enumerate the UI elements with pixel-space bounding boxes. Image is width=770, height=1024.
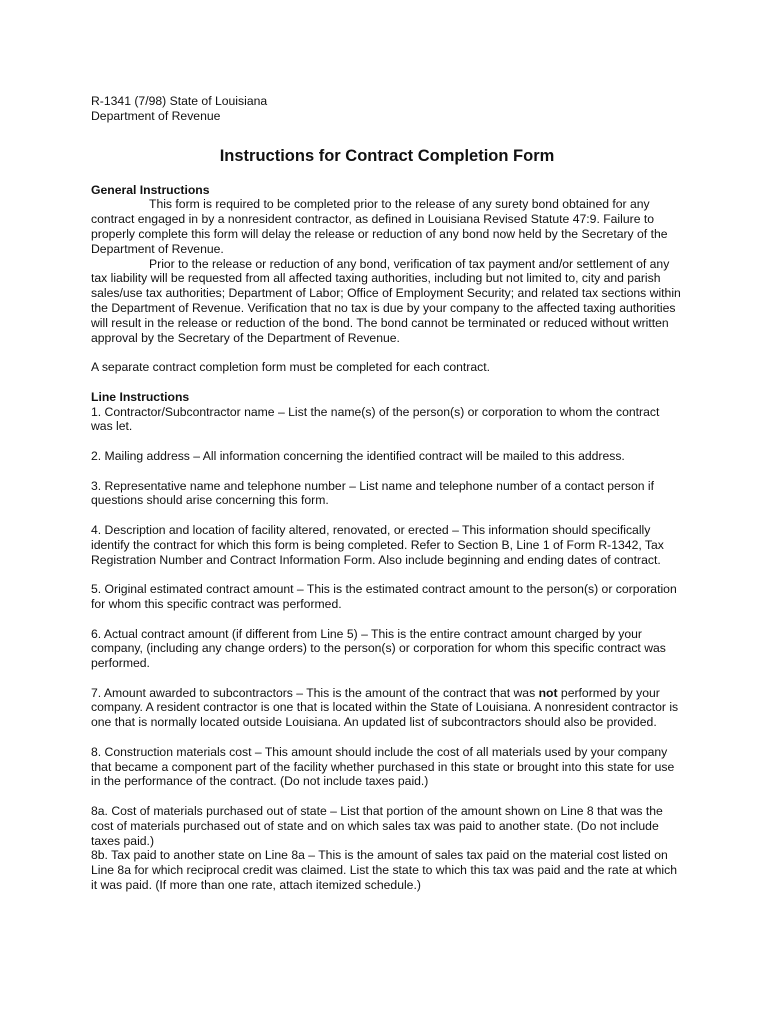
line-item-4: 4. Description and location of facility altered, renovated, or erected – This information should specifically identify the contract for which this form is being completed. Refer to Section B, Line 1 of Form R-1342, Tax Registration Number and Contract Information Form. Also include beginning and ending dates of contract. <box>91 522 664 567</box>
page-title: Instructions for Contract Completion Form <box>219 146 555 165</box>
line-item-3: 3. Representative name and telephone number – List name and telephone number of a contact person if questions should arise concerning this form. <box>91 478 655 508</box>
general-instructions-heading: General Instructions <box>91 182 210 197</box>
line-instructions-heading: Line Instructions <box>91 389 190 404</box>
department-name: Department of Revenue <box>91 108 221 123</box>
line-item-7 <box>91 686 683 730</box>
line-item-1: 1. Contractor/Subcontractor name – List the name(s) of the person(s) or corporation to whom the contract was let. <box>91 404 660 434</box>
line-item-7-emphasis: not <box>538 685 558 700</box>
line-item-8b: 8b. Tax paid to another state on Line 8a – This is the amount of sales tax paid on the material cost listed on Line 8a for which reciprocal credit was claimed. List the state to which this tax was paid and the rate at which it was paid. (If more than one rate, attach itemized schedule.) <box>91 848 677 893</box>
form-header <box>91 94 683 124</box>
general-paragraph-3: A separate contract completion form must be completed for each contract. <box>91 360 490 375</box>
line-item-8a: 8a. Cost of materials purchased out of state – List that portion of the amount shown on Line 8 that was the cost of materials purchased out of state and on which sales tax was paid to another state. (Do not include taxes paid.) <box>91 804 663 848</box>
line-item-7-text-end: performed by your company. A resident contractor is one that is located within the State of Louisiana. A nonresident contractor is one that is normally located outside Louisiana. An updated list of subcontractors should also be provided. <box>91 685 679 730</box>
line-item-5: 5. Original estimated contract amount – This is the estimated contract amount to the person(s) or corporation for whom this specific contract was performed. <box>91 582 677 611</box>
general-paragraph-2: Prior to the release or reduction of any bond, verification of tax payment and/or settlement of any tax liability will be requested from all affected taxing authorities, including but not limited to, city and parish sales/use tax authorities; Department of Labor; Office of Employment Security; and related tax sections within the Department of Revenue. Verification that no tax is due by your company to the affected taxing authorities will result in the release or reduction of the bond. The bond cannot be terminated or reduced without written approval by the Secretary of the Department of Revenue. <box>91 256 681 345</box>
form-number-state: R-1341 (7/98) State of Louisiana <box>91 94 268 108</box>
line-item-6: 6. Actual contract amount (if different from Line 5) – This is the entire contract amount charged by your company, (including any change orders) to the person(s) or corporation for whom this specific contract was performed. <box>91 626 666 671</box>
line-item-8: 8. Construction materials cost – This amount should include the cost of all materials used by your company that became a component part of the facility whether purchased in this state or brought into this state for use in the performance of the contract. (Do not include taxes paid.) <box>91 744 675 789</box>
document-page <box>91 94 683 893</box>
line-item-7-text-start: 7. Amount awarded to subcontractors – This is the amount of the contract that was <box>91 685 539 700</box>
line-item-2: 2. Mailing address – All information concerning the identified contract will be mailed to this address. <box>91 448 625 463</box>
general-paragraph-1: This form is required to be completed prior to the release of any surety bond obtained for any contract engaged in by a nonresident contractor, as defined in Louisiana Revised Statute 47:9. Failure to properly complete this form will delay the release or reduction of any bond now held by the Secretary of the Department of Revenue. <box>91 197 668 256</box>
